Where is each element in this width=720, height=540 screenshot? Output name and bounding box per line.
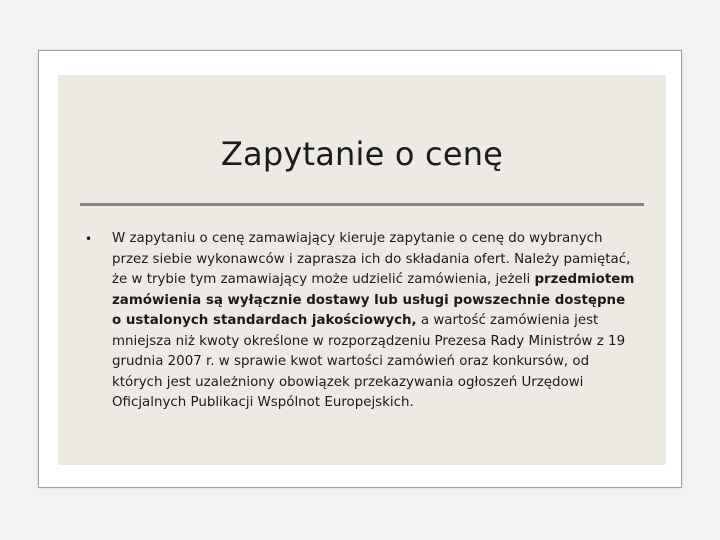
bullet-text-emphasis: przedmiotem zamówienia są wyłącznie dostawy lub usługi powszechnie dostępne o ustalonych standardach jakościowych, (112, 272, 635, 328)
title-divider (80, 203, 644, 206)
bullet-item (78, 229, 638, 414)
slide-frame (38, 50, 682, 488)
bullet-marker: • (85, 232, 93, 246)
bullet-list (78, 229, 638, 414)
bullet-text-rest: a wartość zamówienia jest mniejsza niż kwoty określone w rozporządzeniu Prezesa Rady Ministrów z 19 grudnia 2007 r. w sprawie kwot wartości zamówień oraz konkursów, od których jest uzależniony obowiązek przekazywania ogłoszeń Urzędowi Oficjalnych Publikacji Wspólnot Europejskich. (112, 313, 626, 410)
slide-title: Zapytanie o cenę (220, 135, 504, 173)
bullet-text-intro: W zapytaniu o cenę zamawiający kieruje zapytanie o cenę do wybranych przez siebie wykonawców i zaprasza ich do składania ofert. Należy pamiętać, że w trybie tym zamawiający może udzielić zamówienia, jeżeli (112, 231, 631, 287)
slide-content-panel (58, 75, 666, 465)
